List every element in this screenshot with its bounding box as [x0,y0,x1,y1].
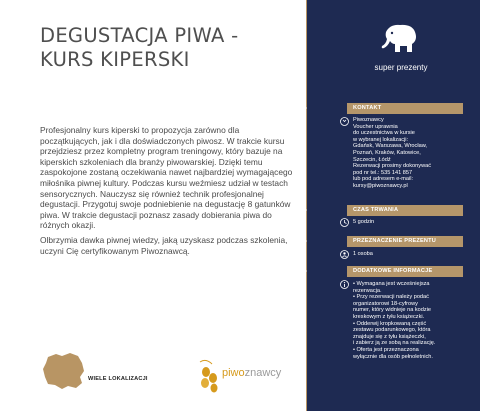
elephant-logo-icon [378,22,422,58]
contact-email[interactable]: kursy@piwoznawcy.pl [353,182,408,189]
duration-value: 5 godzin [353,219,375,225]
locations-label: WIELE LOKALIZACJI [88,376,148,382]
contact-line: lub pod adresem e-mail: [353,176,414,183]
section-pointer [301,104,307,112]
info-icon [340,280,349,289]
info-line: i zabierz ją ze sobą na realizację. [353,340,436,347]
contact-line: Poznań, Kraków, Katowice, [353,149,421,156]
info-line: wyłącznie dla osób pełnoletnich. [353,353,433,360]
section-pointer [301,267,307,275]
description-paragraph-1: Profesjonalny kurs kiperski to propozycja zarówno dla początkujących, jak i dla doświadczonych piwosz. W trakcie kursu przejdziesz przez kompletny program treningowy, który bazuje na kiperskich szkoleniach dla branży piwowarskiej. Dzięki temu zaspokojone zostaną oczekiwania nawet najbardziej wymagającego miłośnika piwnej kultury. Podczas kursu weźmiesz udział w testach sensorycznych. Nauczysz się również technik profesjonalnej degustacji. Przygotuj swoje podniebienie na degustację 8 gatunków piwa. W trakcie degustacji poznasz zasady dobierania piwa do różnych okazji. [40,125,293,231]
person-icon [340,250,349,259]
brand-name: super prezenty [374,63,428,72]
section-pointer [301,237,307,245]
title-line-1: DEGUSTACJA PIWA - [40,24,239,47]
page-title [40,24,280,72]
contact-line: Rezerwacji prosimy dokonywać [353,163,432,170]
info-line: • Przy rezerwacji należy podać [353,294,429,301]
info-line: • Wymagana jest wcześniejsza [353,281,430,287]
contact-line: Gdańsk, Warszawa, Wrocław, [353,143,427,150]
info-line: kreskowym z tyłu książeczki. [353,313,425,320]
section-pointer [301,206,307,214]
poland-map-icon [40,351,86,391]
contact-details [353,117,431,190]
logo-part-1: piwo [222,367,245,379]
section-header-duration: CZAS TRWANIA [347,205,463,216]
info-line: organizatorowi 18-cyfrowy [353,300,418,307]
additional-info-list [353,281,435,360]
logo-part-2: znawcy [244,367,282,379]
section-header-additional-info: DODATKOWE INFORMACJE [347,266,463,277]
description-paragraph-2: Olbrzymia dawka piwnej wiedzy, jaką uzyskasz podczas szkolenia, uczyni Cię certyfikowanym Piwoznawcą. [40,234,288,256]
logo-wordmark [222,367,281,379]
info-line: • Odderwij kropkowaną część [353,320,427,327]
title-line-2: KURS KIPERSKI [40,48,190,71]
info-line: numer, który widnieje na kodzie [353,307,432,314]
contact-line: do uczestnictwa w kursie [353,130,415,137]
contact-line: Voucher uprawnia [353,123,398,130]
clock-icon [340,218,349,227]
info-line: zestawu podarunkowego, która [353,327,431,334]
section-header-recipients: PRZEZNACZENIE PREZENTU [347,236,463,247]
contact-icon [340,117,349,126]
info-line: znajduje się z tyłu książeczki, [353,333,426,340]
contact-line: Piwoznawcy [353,117,384,123]
contact-line: Szczecin, Łódź [353,156,391,163]
contact-line: pod nr tel.: 535 141 857 [353,169,413,176]
recipients-value: 1 osoba [353,251,373,257]
info-line: rezerwacja. [353,287,382,294]
offer-description [40,125,298,260]
section-header-contact: KONTAKT [347,103,463,114]
info-line: • Oferta jest przeznaczona [353,346,419,353]
contact-line: w wybranej lokalizacji: [353,136,409,143]
